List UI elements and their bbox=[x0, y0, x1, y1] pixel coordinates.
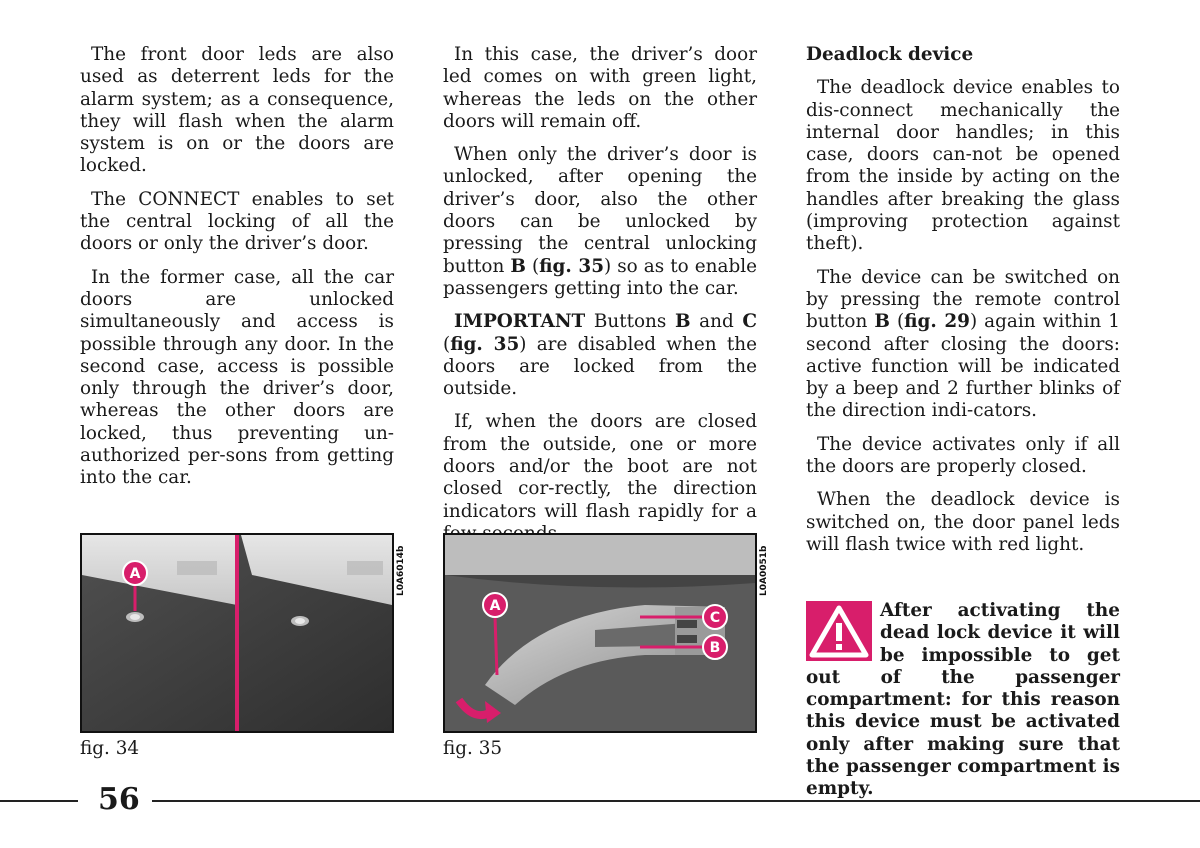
svg-text:A: A bbox=[489, 598, 501, 614]
warning-triangle-icon bbox=[806, 601, 872, 661]
figure-caption: fig. 35 bbox=[443, 738, 503, 759]
text-column-2 bbox=[443, 44, 757, 556]
paragraph: If, when the doors are closed from the outside, one or more doors and/or the boot are not closed cor-rectly, the direction indicators will flash rapidly for a bbox=[443, 411, 757, 522]
paragraph: The front door leds are also used as deterrent leds for the alarm system; as a consequence, they will flash when the alarm system is on or the doors are locked. bbox=[80, 44, 394, 177]
paragraph: The deadlock device enables to dis-connect mechanically the internal door handles; in this case, doors can-not be opened from the inside by acting on the handles after breaking the glass (improving protection against theft). bbox=[806, 77, 1120, 255]
paragraph: The CONNECT enables to set the central locking of all the doors or only the driver’s door. bbox=[80, 188, 394, 255]
figure-caption: fig. 34 bbox=[80, 738, 140, 759]
svg-text:C: C bbox=[709, 610, 721, 626]
svg-text:A: A bbox=[129, 566, 141, 582]
page-number: 56 bbox=[98, 782, 140, 817]
footer-rule-right bbox=[152, 800, 1200, 802]
figure-code: L0A6014b bbox=[396, 545, 406, 596]
section-heading: Deadlock device bbox=[806, 44, 974, 65]
paragraph: When only the driver’s door is unlocked, after opening the driver’s door, also the other doors can be unlocked by pressing the central unlocking button B (fig. 35) so as to enable passengers getting into the car. bbox=[443, 144, 757, 299]
footer-rule-left bbox=[0, 800, 78, 802]
text-column-1 bbox=[80, 44, 394, 501]
svg-text:B: B bbox=[709, 640, 721, 656]
text-column-3 bbox=[806, 44, 1120, 567]
warning-note bbox=[806, 600, 1120, 801]
paragraph: In the former case, all the car doors are unlocked simultaneously and access is possible through any door. In the second case, access is possible only through the driver’s door, whereas the other doors are locked, thus preventing un-authorized per-sons from getting into the car. bbox=[80, 266, 394, 489]
paragraph: The device can be switched on by pressing the remote control button B (fig. 29) again within 1 second after closing the doors: active function will be indicated by a beep and 2 further blinks of the direction indi-cators. bbox=[806, 266, 1120, 422]
figure-code: L0A0051b bbox=[759, 545, 769, 596]
warning-text: After activating the dead lock device it will be impossible to get out of the passenger compartment: for this reason this device must be activated only after making sure that the passenger compartment is empty. bbox=[806, 600, 1120, 800]
paragraph: The device activates only if all the doors are properly closed. bbox=[806, 433, 1120, 478]
figure-35-door-handle-photo bbox=[443, 533, 757, 733]
important-note: IMPORTANT Buttons B and C (fig. 35) are disabled when the doors are locked from the outside. bbox=[443, 311, 757, 400]
paragraph: When the deadlock device is switched on, the door panel leds will flash twice with red light. bbox=[806, 489, 1120, 555]
paragraph: In this case, the driver’s door led comes on with green light, whereas the leds on the other doors will remain off. bbox=[443, 44, 757, 132]
figure-34-door-led-photo bbox=[80, 533, 394, 733]
